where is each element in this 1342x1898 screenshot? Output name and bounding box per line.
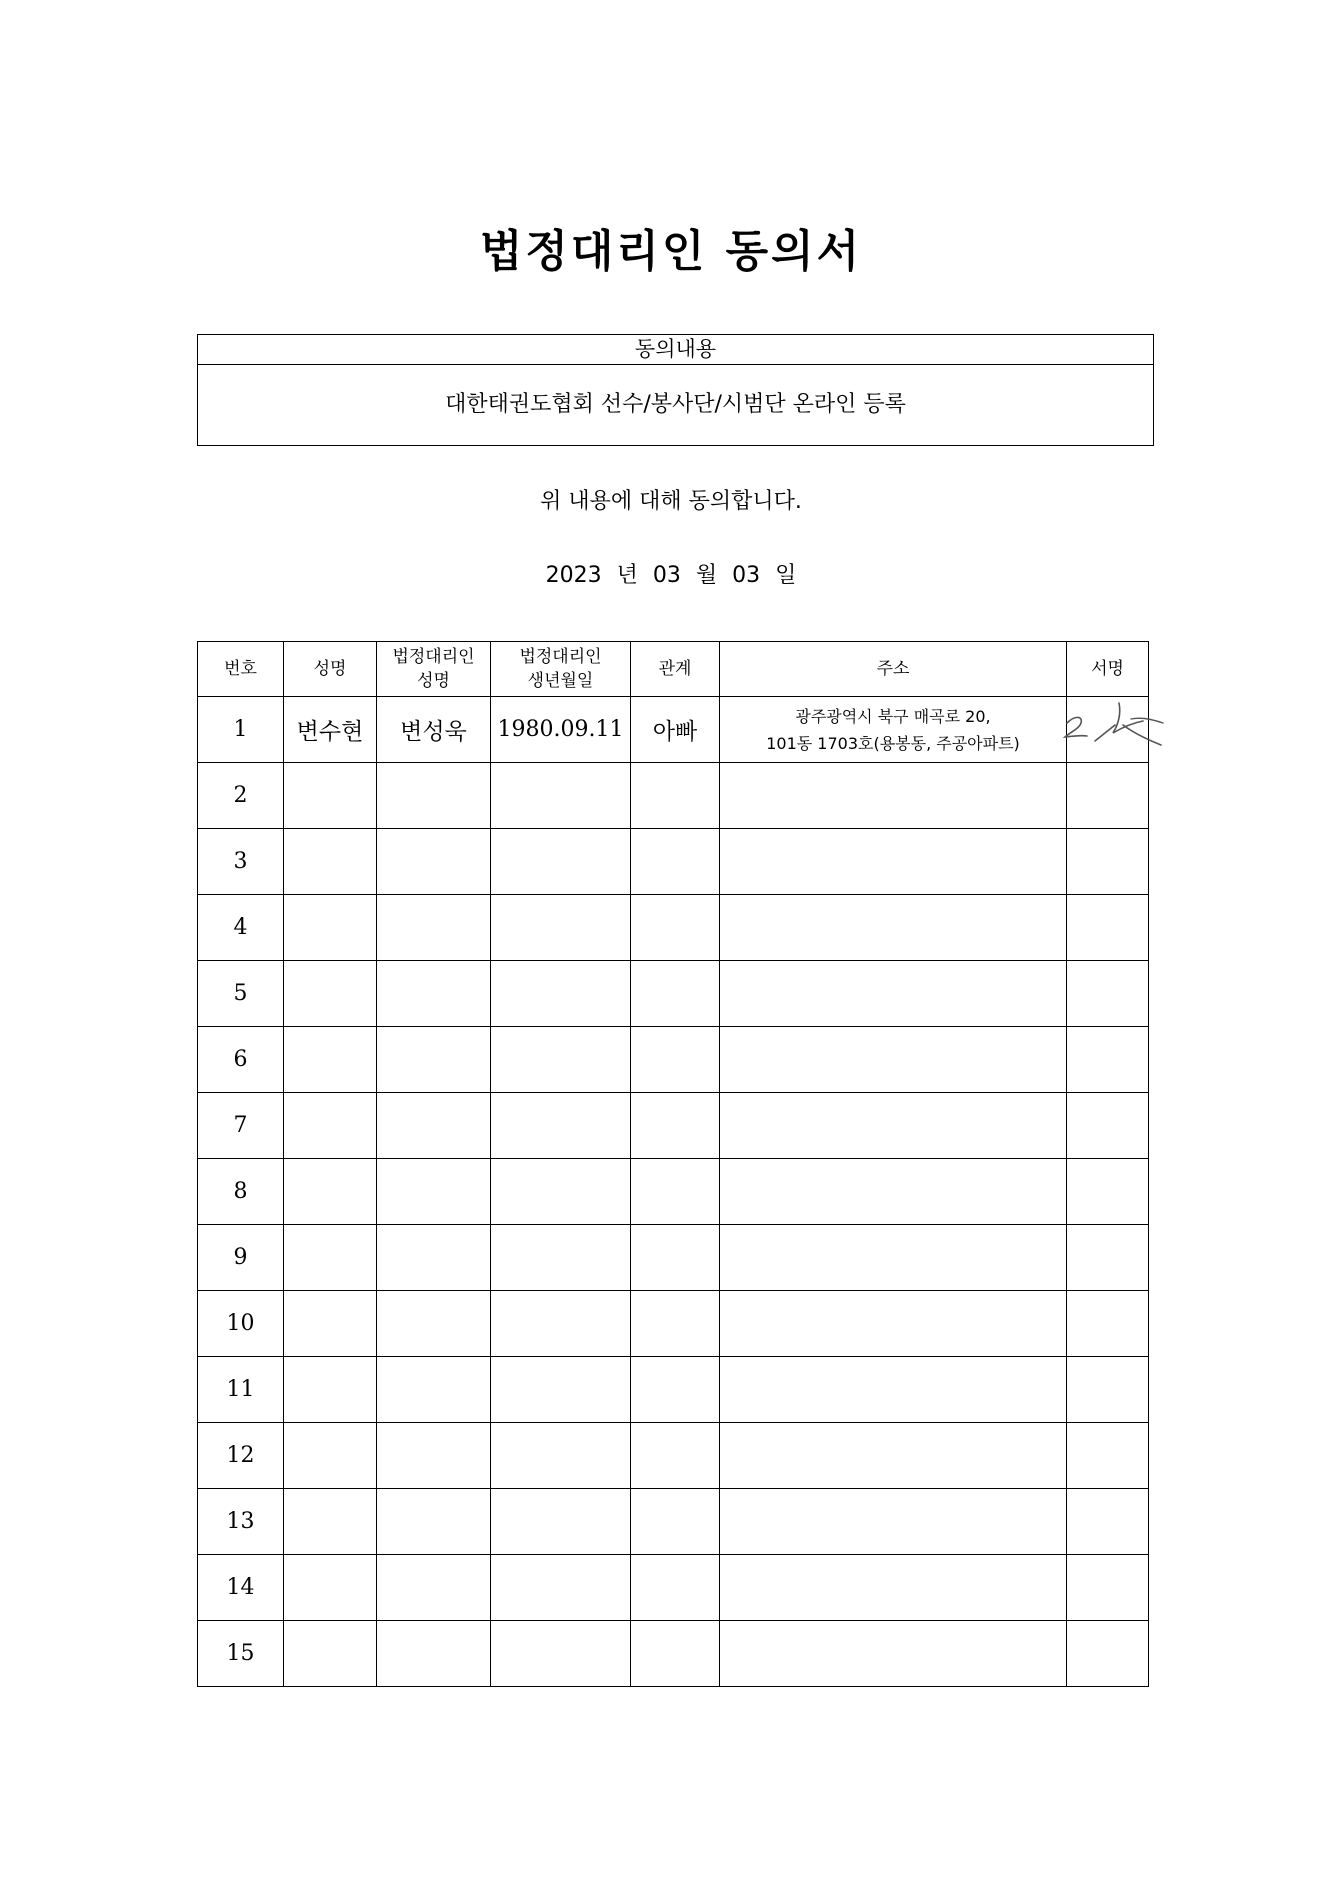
row-guardian-name: [377, 1291, 491, 1357]
row-relation: [631, 763, 720, 829]
row-relation: [631, 1093, 720, 1159]
row-guardian-dob: [491, 1027, 631, 1093]
row-signature: [1067, 895, 1149, 961]
row-name: [284, 1027, 377, 1093]
row-address: [720, 829, 1067, 895]
guardian-table: [197, 641, 1149, 1687]
header-name: 성명: [284, 642, 377, 697]
row-no: 11: [198, 1357, 284, 1423]
row-no: 8: [198, 1159, 284, 1225]
table-row: [198, 1555, 1149, 1621]
row-no: 7: [198, 1093, 284, 1159]
row-signature: [1067, 763, 1149, 829]
consent-header: 동의내용: [198, 335, 1153, 365]
row-no: 4: [198, 895, 284, 961]
table-row: [198, 829, 1149, 895]
row-address: [720, 1093, 1067, 1159]
row-no: 14: [198, 1555, 284, 1621]
row-signature: [1067, 1225, 1149, 1291]
row-name: [284, 895, 377, 961]
row-address: [720, 895, 1067, 961]
row-guardian-name: [377, 1357, 491, 1423]
row-guardian-dob: [491, 1357, 631, 1423]
row-name: [284, 829, 377, 895]
table-row: [198, 961, 1149, 1027]
row-guardian-dob: [491, 763, 631, 829]
row-name: [284, 1423, 377, 1489]
row-relation: [631, 1291, 720, 1357]
row-relation: [631, 1225, 720, 1291]
row-relation: [631, 961, 720, 1027]
row-address: [720, 1555, 1067, 1621]
table-row: [198, 763, 1149, 829]
row-relation: [631, 1357, 720, 1423]
row-relation: 아빠: [631, 697, 720, 763]
table-row: [198, 1027, 1149, 1093]
table-row: [198, 1489, 1149, 1555]
header-relation: 관계: [631, 642, 720, 697]
row-signature: [1067, 1489, 1149, 1555]
date-day: 03: [732, 563, 761, 588]
header-signature: 서명: [1067, 642, 1149, 697]
table-row: [198, 1093, 1149, 1159]
row-relation: [631, 1159, 720, 1225]
table-row: [198, 1357, 1149, 1423]
row-guardian-name: [377, 829, 491, 895]
row-signature: [1067, 829, 1149, 895]
row-no: 3: [198, 829, 284, 895]
row-address: [720, 961, 1067, 1027]
row-guardian-dob: [491, 829, 631, 895]
row-no: 1: [198, 697, 284, 763]
row-no: 13: [198, 1489, 284, 1555]
row-address: [720, 1357, 1067, 1423]
row-signature: [1067, 1093, 1149, 1159]
row-signature: [1067, 961, 1149, 1027]
table-row: [198, 1159, 1149, 1225]
row-name: [284, 1357, 377, 1423]
date-day-unit: 일: [775, 563, 797, 588]
row-no: 9: [198, 1225, 284, 1291]
table-row: [198, 697, 1149, 763]
row-guardian-dob: [491, 1621, 631, 1687]
row-guardian-dob: 1980.09.11: [491, 697, 631, 763]
table-row: [198, 895, 1149, 961]
row-name: [284, 1555, 377, 1621]
row-signature: [1067, 1291, 1149, 1357]
row-name: 변수현: [284, 697, 377, 763]
row-guardian-name: [377, 1159, 491, 1225]
row-no: 10: [198, 1291, 284, 1357]
date-year-unit: 년: [616, 563, 638, 588]
row-name: [284, 1489, 377, 1555]
row-relation: [631, 1555, 720, 1621]
row-guardian-dob: [491, 1555, 631, 1621]
consent-body: 대한태권도협회 선수/봉사단/시범단 온라인 등록: [445, 392, 906, 417]
row-relation: [631, 1621, 720, 1687]
row-name: [284, 1621, 377, 1687]
row-address: [720, 1423, 1067, 1489]
page-title: 법정대리인 동의서: [479, 226, 863, 277]
row-name: [284, 1291, 377, 1357]
row-guardian-dob: [491, 1291, 631, 1357]
header-guardian-name: [377, 642, 491, 697]
row-guardian-dob: [491, 895, 631, 961]
row-signature: [1067, 1555, 1149, 1621]
row-address: [720, 1489, 1067, 1555]
row-address-line2: 101동 1703호(용봉동, 주공아파트): [766, 733, 1020, 753]
row-address: [720, 1225, 1067, 1291]
row-signature: [1067, 697, 1149, 763]
row-relation: [631, 1489, 720, 1555]
row-guardian-dob: [491, 1423, 631, 1489]
row-guardian-name: [377, 961, 491, 1027]
row-guardian-name: [377, 763, 491, 829]
row-relation: [631, 1027, 720, 1093]
date-line: [0, 558, 1342, 589]
row-signature: [1067, 1423, 1149, 1489]
row-no: 12: [198, 1423, 284, 1489]
row-name: [284, 961, 377, 1027]
row-relation: [631, 1423, 720, 1489]
date-month-unit: 월: [695, 563, 718, 588]
row-signature: [1067, 1621, 1149, 1687]
date-month: 03: [652, 563, 681, 588]
agree-text: 위 내용에 대해 동의합니다.: [540, 489, 802, 514]
header-guardian-name-line1: 법정대리인: [392, 647, 475, 667]
row-guardian-name: [377, 1093, 491, 1159]
row-address: [720, 1621, 1067, 1687]
row-guardian-dob: [491, 961, 631, 1027]
row-address: [720, 1027, 1067, 1093]
row-no: 2: [198, 763, 284, 829]
row-name: [284, 1093, 377, 1159]
row-guardian-name: [377, 1225, 491, 1291]
row-guardian-dob: [491, 1225, 631, 1291]
row-guardian-dob: [491, 1093, 631, 1159]
row-signature: [1067, 1027, 1149, 1093]
header-address: 주소: [720, 642, 1067, 697]
table-row: [198, 1291, 1149, 1357]
row-guardian-name: [377, 1621, 491, 1687]
table-row: [198, 1225, 1149, 1291]
header-guardian-dob-line1: 법정대리인: [519, 647, 602, 667]
row-relation: [631, 829, 720, 895]
header-no: 번호: [198, 642, 284, 697]
row-no: 5: [198, 961, 284, 1027]
row-guardian-name: [377, 1489, 491, 1555]
handwritten-signature: [1067, 697, 1148, 762]
row-address: [720, 1291, 1067, 1357]
row-relation: [631, 895, 720, 961]
table-row: [198, 1621, 1149, 1687]
header-guardian-dob: [491, 642, 631, 697]
row-name: [284, 763, 377, 829]
table-row: [198, 1423, 1149, 1489]
row-no: 6: [198, 1027, 284, 1093]
date-year: 2023: [545, 563, 602, 588]
row-guardian-name: [377, 1555, 491, 1621]
row-guardian-name: [377, 1423, 491, 1489]
consent-box: [197, 334, 1154, 446]
row-guardian-name: 변성욱: [377, 697, 491, 763]
row-signature: [1067, 1159, 1149, 1225]
row-signature: [1067, 1357, 1149, 1423]
row-address-line1: 광주광역시 북구 매곡로 20,: [795, 706, 991, 726]
row-address: [720, 1159, 1067, 1225]
row-guardian-name: [377, 1027, 491, 1093]
header-guardian-dob-line2: 생년월일: [527, 671, 594, 691]
row-guardian-dob: [491, 1489, 631, 1555]
row-name: [284, 1159, 377, 1225]
row-guardian-name: [377, 895, 491, 961]
row-guardian-dob: [491, 1159, 631, 1225]
row-address: [720, 763, 1067, 829]
header-guardian-name-line2: 성명: [417, 671, 450, 691]
table-header-row: [198, 642, 1149, 697]
row-address: [720, 697, 1067, 763]
row-no: 15: [198, 1621, 284, 1687]
row-name: [284, 1225, 377, 1291]
